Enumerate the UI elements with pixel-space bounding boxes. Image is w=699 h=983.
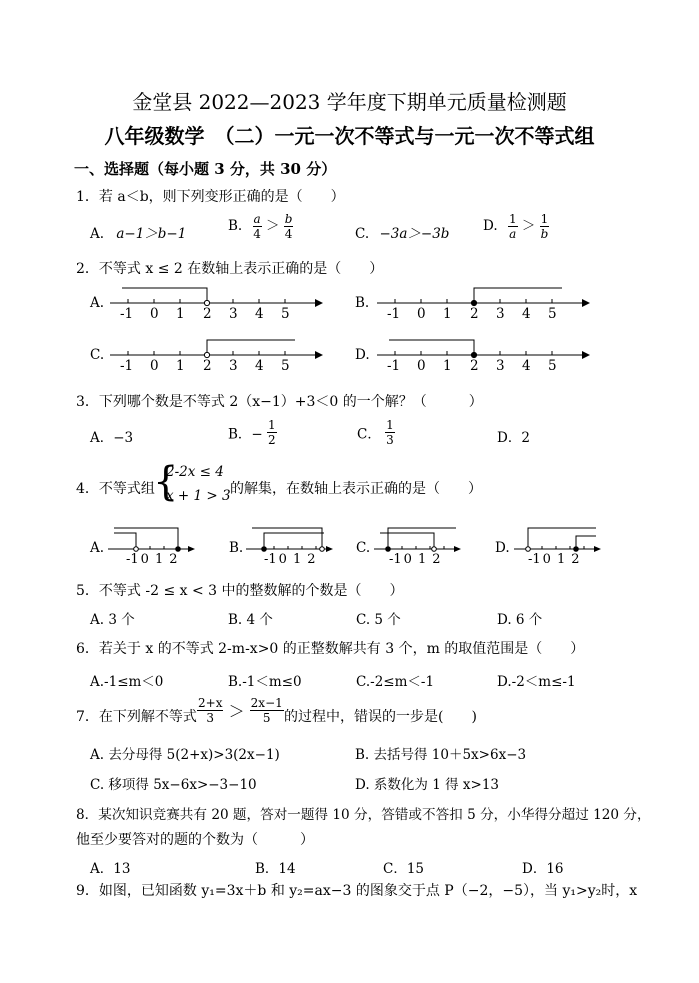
tick-label: 1 [176, 358, 185, 374]
q3-option-c [357, 418, 395, 447]
tick-label: 5 [281, 306, 290, 322]
q4-d-label: D. [495, 540, 510, 556]
q5-stem: 5．不等式 -2 ≤ x < 3 中的整数解的个数是（ ） [76, 583, 404, 599]
q2-b-label: B. [355, 295, 370, 311]
q2-d-label: D. [355, 347, 370, 363]
tick-label: 2 [470, 358, 479, 374]
page-subtitle: 八年级数学 （二）一元一次不等式与一元一次不等式组 [104, 124, 595, 148]
q6-option-d: D.-2＜m≤-1 [497, 674, 576, 690]
tick-label: 0 [150, 358, 159, 374]
q7-stem-post: 的过程中，错误的一步是( ) [284, 709, 477, 725]
q7-option-d: D. 系数化为 1 得 x>13 [355, 777, 499, 793]
q4-stem-pre: 4．不等式组 [76, 481, 155, 497]
q6-option-a: A.-1≤m＜0 [90, 674, 164, 690]
q5-option-b: B. 4 个 [228, 612, 273, 628]
q2-c-label: C. [90, 347, 105, 363]
q7-op: ＞ [228, 702, 245, 721]
q3-stem: 3．下列哪个数是不等式 2（x−1）+3＜0 的一个解？（ ） [76, 394, 483, 410]
tick-label: 3 [496, 358, 505, 374]
q4-c-ticks: -1 0 1 2 [389, 552, 441, 567]
q4-stem-post: 的解集，在数轴上表示正确的是（ ） [230, 481, 482, 497]
q1-option-a [90, 222, 186, 242]
q3-c-frac: $\frac{1}{3}$ [386, 418, 394, 447]
tick-label: 4 [255, 306, 264, 322]
q4-system-line1: 2-2x ≤ 4 [166, 464, 224, 480]
q2-d-number-line [377, 334, 592, 374]
tick-label: 3 [496, 306, 505, 322]
q7-option-c: C. 移项得 5x−6x>−3−10 [90, 777, 257, 793]
q4-c-label: C. [356, 540, 371, 556]
tick-label: 4 [522, 358, 531, 374]
q1-c-label: C. [355, 226, 370, 242]
q8-option-d: D．16 [522, 861, 564, 877]
tick-label: 2 [203, 358, 212, 374]
q7-frac1: $\frac{2+x}{3}$ [198, 696, 223, 725]
tick-label: -1 [387, 306, 401, 322]
q4-a-label: A. [90, 540, 105, 556]
q4-system-line2: x + 1 > 3 [166, 488, 231, 504]
tick-label: 3 [229, 306, 238, 322]
q7-option-a: A. 去分母得 5(2+x)>3(2x−1) [90, 747, 280, 763]
tick-label: 0 [417, 358, 426, 374]
q1-b-op: ＞ [265, 218, 280, 234]
q4-a-ticks: -1 0 1 2 [126, 552, 178, 567]
tick-label: 4 [522, 306, 531, 322]
tick-label: 2 [470, 306, 479, 322]
tick-label: 3 [229, 358, 238, 374]
q5-option-a: A. 3 个 [90, 612, 135, 628]
tick-label: 0 [150, 306, 159, 322]
q4-d-ticks: -1 0 1 2 [528, 552, 580, 567]
q7-frac2: $\frac{2x-1}{5}$ [250, 696, 283, 725]
q8-option-a: A．13 [90, 861, 131, 877]
q7-inequality [197, 696, 284, 725]
q7-stem-pre: 7．在下列解不等式 [76, 709, 197, 725]
q8-stem-line1: 8．某次知识竞赛共有 20 题，答对一题得 10 分，答错或不答扣 5 分，小华得分超过 120 分， [76, 807, 651, 823]
q3-c-label: C． [357, 426, 381, 443]
tick-label: 5 [281, 358, 290, 374]
tick-label: 1 [443, 358, 452, 374]
q8-option-c: C．15 [383, 861, 425, 877]
q2-b-number-line [377, 282, 592, 322]
q3-b-frac: $\frac{1}{2}$ [268, 418, 276, 447]
q1-a-text: a−1＞b−1 [116, 226, 187, 242]
tick-label: -1 [120, 306, 134, 322]
tick-label: 1 [176, 306, 185, 322]
tick-label: 4 [255, 358, 264, 374]
q6-stem: 6．若关于 x 的不等式 2-m-x>0 的正整数解共有 3 个，m 的取值范围是（ ） [76, 641, 585, 657]
q7-option-b: B. 去括号得 10＋5x>6x−3 [355, 747, 527, 763]
q1-d-op: ＞ [521, 218, 536, 234]
q6-option-b: B.-1＜m≤0 [228, 674, 302, 690]
q1-a-label: A. [90, 226, 105, 242]
q4-b-ticks: -1 0 1 2 [264, 552, 316, 567]
q6-option-c: C.-2≤m＜-1 [356, 674, 435, 690]
tick-label: 5 [548, 306, 557, 322]
q9-stem: 9．如图，已知函数 y₁=3x＋b 和 y₂=ax−3 的图象交于点 P（−2，−5），当 y₁>y₂时，x [76, 883, 638, 899]
q3-option-b [228, 418, 277, 447]
q1-option-c [355, 222, 449, 242]
tick-label: 2 [203, 306, 212, 322]
tick-label: -1 [387, 358, 401, 374]
q1-d-frac1: $\frac{1}{a}$ [508, 212, 517, 241]
q3-option-d: D．2 [497, 430, 530, 446]
q1-d-frac2: $\frac{1}{b}$ [540, 212, 549, 241]
q1-b-frac2: $\frac{b}{4}$ [284, 212, 293, 241]
tick-label: 5 [548, 358, 557, 374]
tick-label: 0 [417, 306, 426, 322]
q8-option-b: B．14 [255, 861, 296, 877]
section-heading: 一、选择题（每小题 3 分，共 30 分） [74, 160, 337, 178]
page-title: 金堂县 2022—2023 学年度下期单元质量检测题 [132, 90, 567, 114]
q1-option-b [228, 212, 293, 241]
q2-stem: 2．不等式 x ≤ 2 在数轴上表示正确的是（ ） [76, 261, 384, 277]
q1-d-label: D. [483, 218, 498, 234]
q5-option-d: D. 6 个 [497, 612, 543, 628]
q1-c-text: −3a＞−3b [379, 226, 450, 242]
q8-stem-line2: 他至少要答对的题的个数为（ ） [76, 832, 314, 848]
q3-option-a: A．−3 [90, 430, 134, 446]
tick-label: 1 [443, 306, 452, 322]
q5-option-c: C. 5 个 [356, 612, 401, 628]
q2-c-number-line [110, 334, 325, 374]
q1-b-frac1: $\frac{a}{4}$ [253, 212, 261, 241]
tick-label: -1 [120, 358, 134, 374]
q1-option-d [483, 212, 549, 241]
q1-b-label: B. [228, 218, 243, 234]
q2-a-label: A. [90, 295, 105, 311]
q3-b-label: B．− [228, 426, 263, 443]
q4-b-label: B. [229, 540, 244, 556]
q2-a-number-line [110, 282, 325, 322]
q4-brace: { [153, 459, 179, 505]
q1-stem: 1．若 a＜b，则下列变形正确的是（ ） [76, 189, 345, 205]
